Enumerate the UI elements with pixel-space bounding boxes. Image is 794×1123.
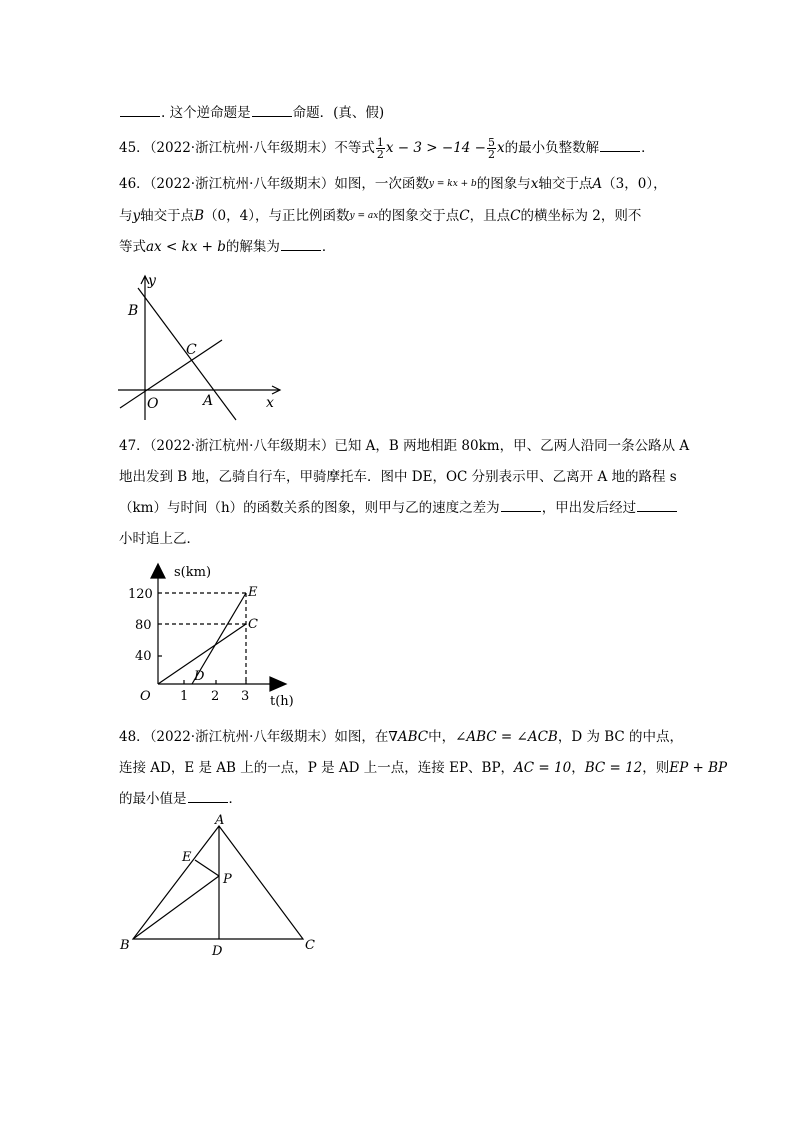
answer-blank[interactable]: [600, 138, 640, 152]
answer-blank[interactable]: [120, 103, 160, 117]
fraction: $\frac{5}{2}$: [487, 136, 495, 161]
answer-blank[interactable]: [188, 789, 228, 803]
question-47-line-2: 地出发到 B 地，乙骑自行车，甲骑摩托车．图中 DE，OC 分别表示甲、乙离开 A 地的路程 s: [119, 469, 677, 485]
label-B: B: [128, 303, 139, 319]
answer-blank[interactable]: [281, 237, 321, 251]
label-x: x: [266, 395, 274, 411]
fraction: $\frac{1}{2}$: [376, 136, 384, 161]
tick-2: 2: [211, 689, 220, 704]
label-E: E: [182, 850, 192, 865]
question-46-line-3: 等式ax < kx + b的解集为 ．: [119, 239, 336, 255]
label-C: C: [305, 938, 315, 953]
answer-blank[interactable]: [501, 498, 541, 512]
segment-EP: [195, 860, 219, 876]
q47-figure: [120, 560, 305, 712]
label-y: y: [148, 273, 156, 289]
label-O: O: [147, 396, 159, 412]
question-46-line-2: 与y轴交于点B（0，4），与正比例函数y = ax的图象交于点C，且点C的横坐标为 2，则不: [119, 208, 642, 224]
question-48-line-3: 的最小值是 ．: [119, 791, 242, 807]
tick-80: 80: [135, 618, 152, 633]
tick-40: 40: [135, 649, 152, 664]
label-A: A: [215, 813, 225, 828]
s-axis-arrow: [151, 564, 165, 578]
label-D: D: [194, 669, 205, 684]
question-47-line-1: 47．（2022·浙江杭州·八年级期末）已知 A，B 两地相距 80km，甲、乙两人沿同一条公路从 A: [119, 438, 690, 454]
q48-figure: [115, 810, 325, 960]
tick-3: 3: [241, 689, 250, 704]
answer-blank[interactable]: [637, 498, 677, 512]
label-D: D: [212, 944, 223, 959]
question-45: 45．（2022·浙江杭州·八年级期末）不等式 $\frac{1}{2}$ x − 3 > −14 − $\frac{5}{2}$ x的最小负整数解 ．: [119, 136, 655, 161]
label-O: O: [140, 689, 151, 704]
label-C: C: [248, 617, 258, 632]
triangle-ABC: [133, 826, 303, 939]
label-A: A: [203, 393, 214, 409]
q46-figure: [110, 268, 285, 423]
answer-blank[interactable]: [252, 103, 292, 117]
question-48-line-1: 48．（2022·浙江杭州·八年级期末）如图，在∇ABC中，∠ABC = ∠ACB，D 为 BC 的中点，: [119, 729, 684, 745]
question-47-line-3: （km）与时间（h）的函数关系的图象，则甲与乙的速度之差为 ，甲出发后经过: [119, 498, 678, 518]
label-E: E: [248, 585, 258, 600]
question-46-line-1: 46．（2022·浙江杭州·八年级期末）如图，一次函数y = kx + b的图象与x轴交于点A（3，0），: [119, 176, 667, 192]
question-48-line-2: 连接 AD，E 是 AB 上的一点，P 是 AD 上一点，连接 EP、BP，AC = 10，BC = 12，则EP + BP: [119, 760, 728, 776]
label-B: B: [120, 938, 130, 953]
label-s-km: s(km): [174, 565, 212, 580]
tick-1: 1: [180, 689, 189, 704]
segment-BP: [133, 876, 219, 939]
question-47-line-4: 小时追上乙．: [119, 531, 200, 547]
label-C: C: [186, 342, 197, 358]
t-axis-arrow: [270, 677, 286, 691]
label-P: P: [223, 872, 232, 887]
tick-120: 120: [128, 587, 153, 602]
label-t-h: t(h): [270, 694, 294, 709]
q44-tail-line: . 这个逆命题是 命题．(真、假): [119, 103, 384, 123]
